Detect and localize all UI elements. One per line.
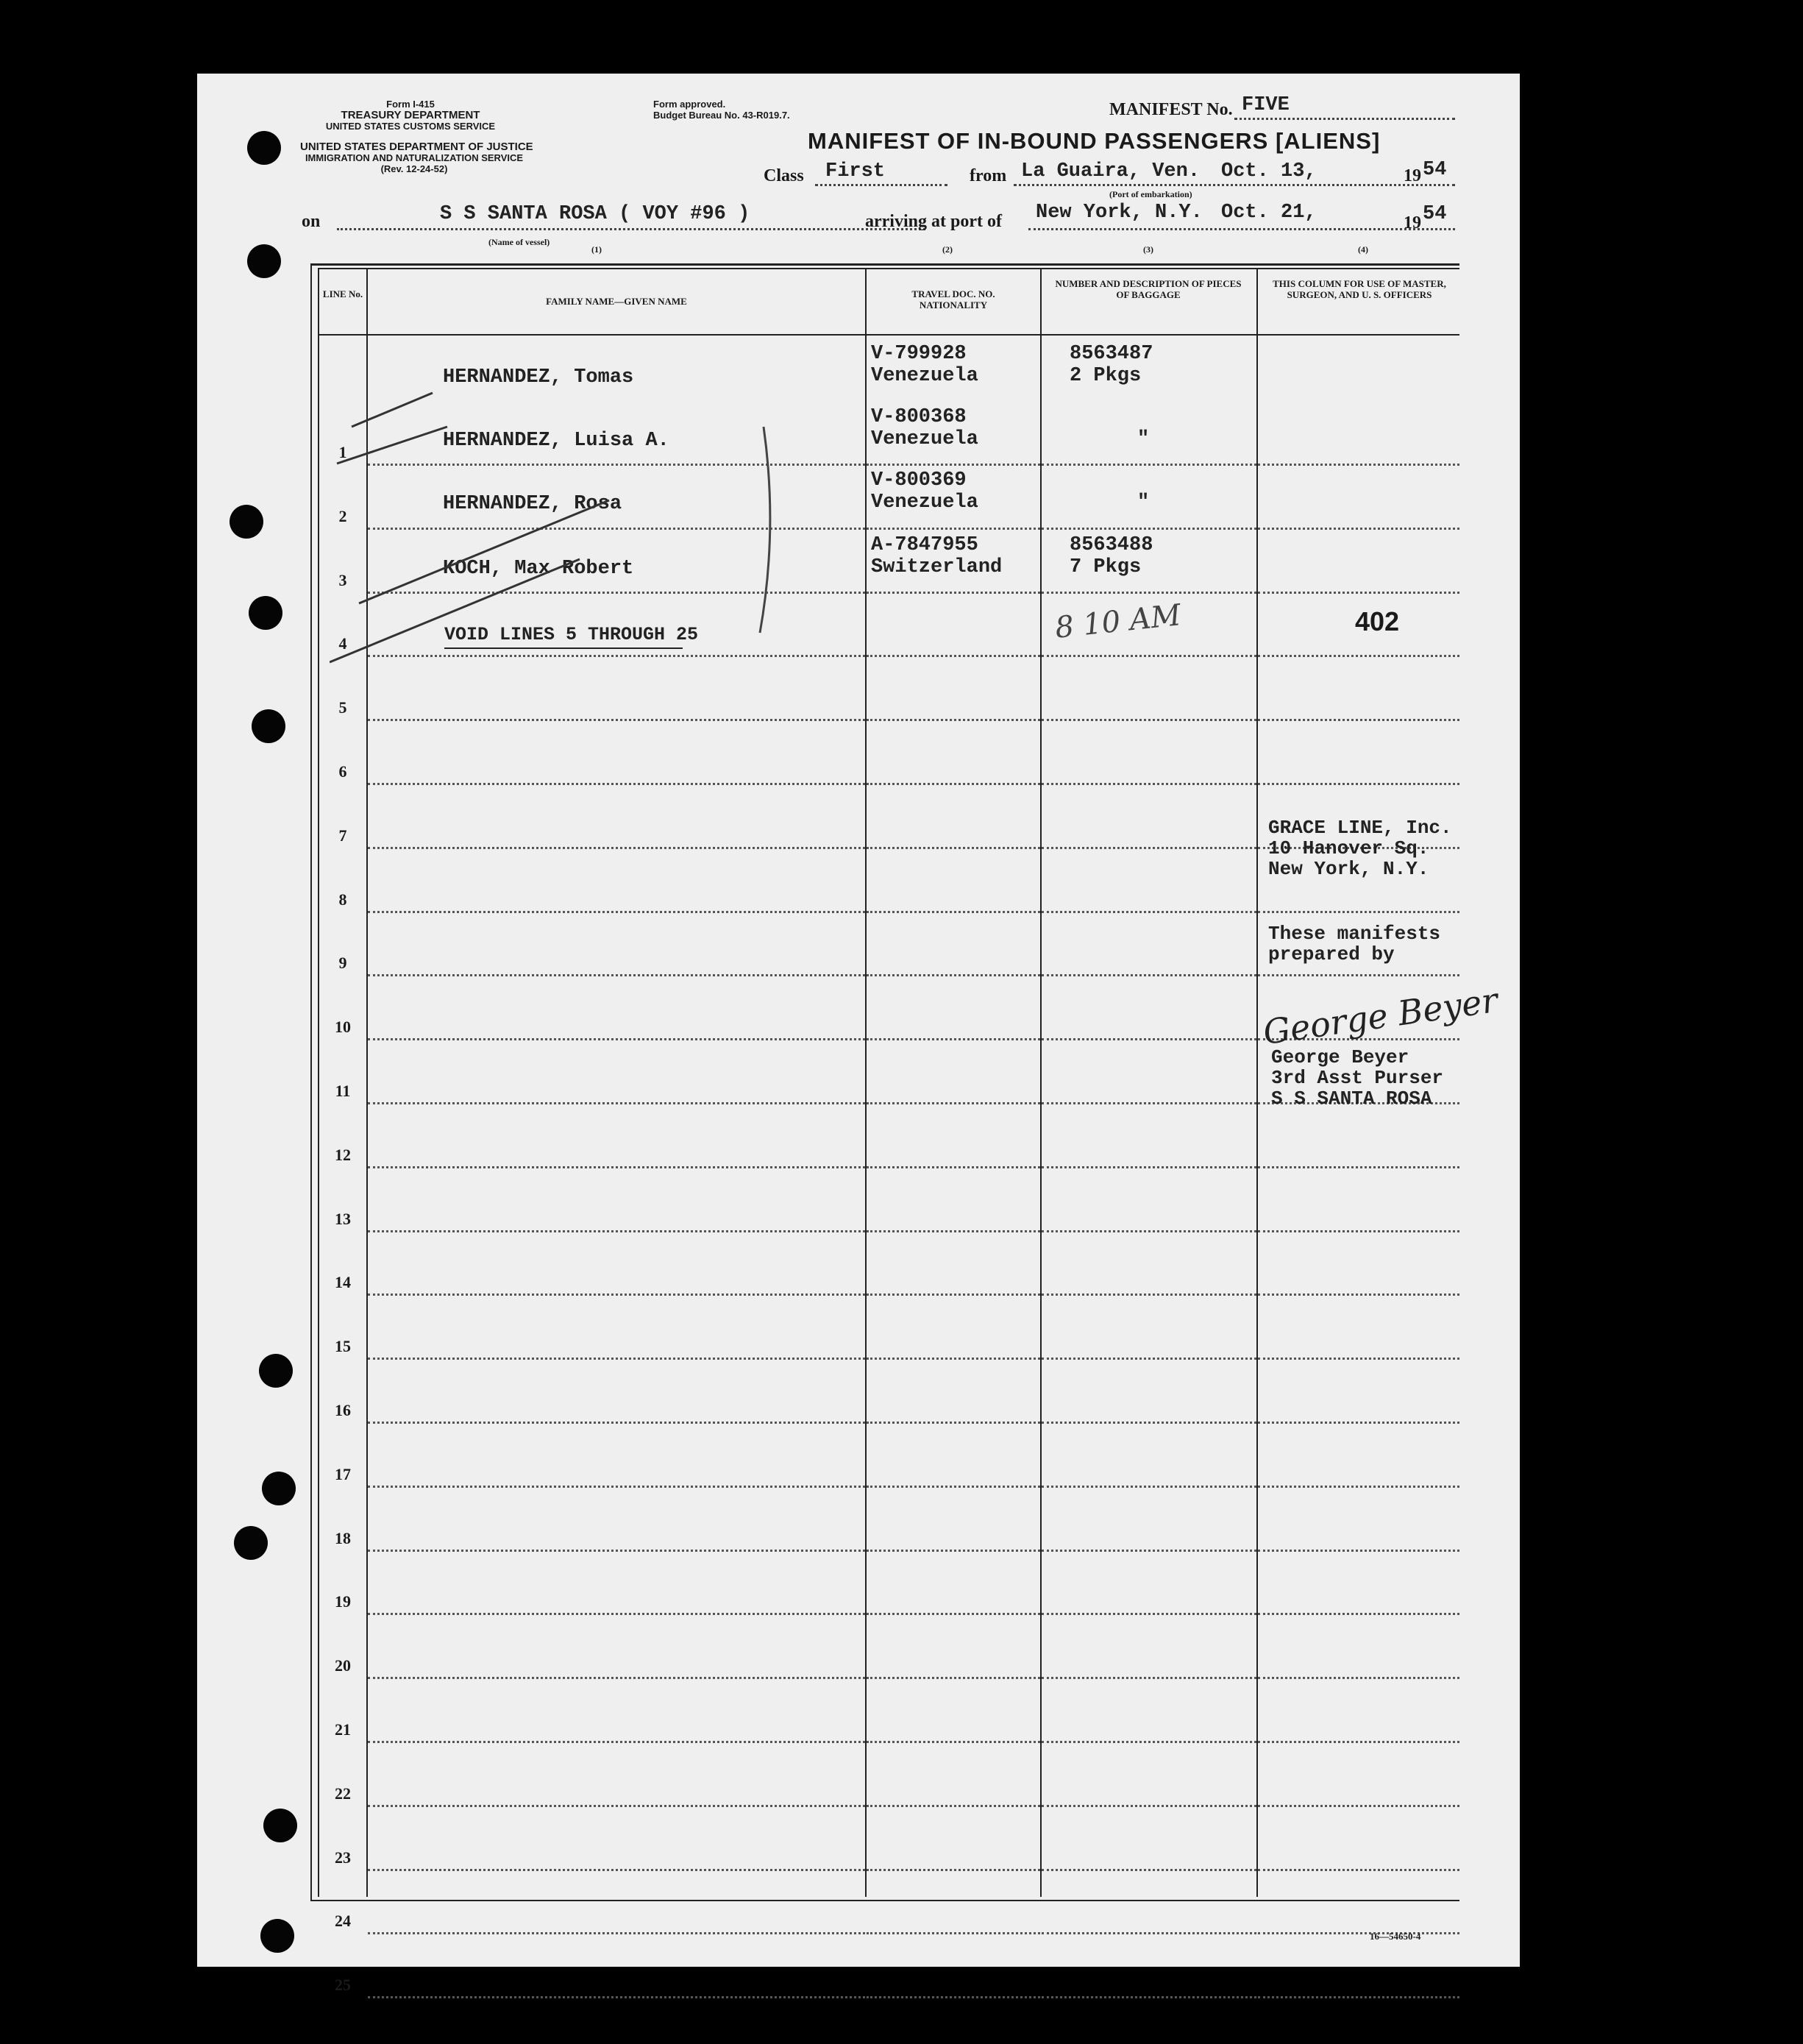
row-rule [368,911,865,913]
row-rule [867,1166,1040,1168]
row-rule [867,1932,1040,1934]
col-ref-4: (4) [1358,244,1368,255]
purser-title: 3rd Asst Purser [1271,1067,1444,1089]
row-rule [867,1358,1040,1360]
form-approval [653,99,790,121]
row-rule [1042,1166,1256,1168]
vessel-name: S S SANTA ROSA ( VOY #96 ) [440,203,750,225]
row-rule [1258,655,1459,657]
line-number: 13 [335,1209,351,1228]
row-rule [867,847,1040,849]
row-rule [1042,1102,1256,1104]
purser-signature: George Beyer [1260,979,1501,1053]
row-rule [368,1869,865,1871]
row-rule [368,1677,865,1679]
budget-bureau: Budget Bureau No. 43-R019.7. [653,110,790,121]
line-number: 18 [335,1528,351,1547]
row-rule [867,1486,1040,1488]
line-number: 17 [335,1464,351,1483]
line-number: 10 [335,1018,351,1037]
vessel-caption: (Name of vessel) [488,237,550,247]
row-rule [1258,1358,1459,1360]
class-label: Class [764,166,804,185]
arrival-port: New York, N.Y. [1036,202,1203,224]
row-rule [867,783,1040,785]
baggage-description: 2 Pkgs [1070,365,1142,387]
row-rule [368,1166,865,1168]
from-port: La Guaira, Ven. [1021,160,1201,182]
ins-service: IMMIGRATION AND NATURALIZATION SERVICE [305,152,524,163]
line-number: 21 [335,1720,351,1739]
row-rule [368,1550,865,1552]
row-rule [867,1422,1040,1424]
line-number: 25 [335,1976,351,1995]
baggage-number: 8563487 [1070,343,1153,365]
row-rule [1258,783,1459,785]
row-rule [368,1486,865,1488]
row-rule [1258,464,1459,466]
baggage-description: 7 Pkgs [1070,556,1142,578]
row-rule [1258,1166,1459,1168]
row-rule [1258,528,1459,530]
row-rule [368,783,865,785]
row-rule [867,1869,1040,1871]
justice-dept: UNITED STATES DEPARTMENT OF JUSTICE [300,141,533,153]
row-rule [1258,1996,1459,1998]
line-number: 12 [335,1145,351,1164]
row-rule [1258,1869,1459,1871]
pen-strike-marks [330,338,918,677]
row-rule [1042,1422,1256,1424]
passenger-name: KOCH, Max Robert [443,558,634,580]
row-rule [1042,1230,1256,1232]
binder-hole [260,1919,294,1953]
binder-hole [259,1354,293,1388]
revision: (Rev. 12-24-52) [380,163,448,174]
row-rule [1258,1422,1459,1424]
nationality: Switzerland [871,556,1003,578]
passenger-name: HERNANDEZ, Rosa [443,493,622,515]
footer-code: 16—54650-4 [1370,1931,1421,1942]
row-rule [368,1996,865,1998]
line-number: 14 [335,1273,351,1292]
col-header-baggage: NUMBER AND DESCRIPTION OF PIECES OF BAGGAGE [1055,278,1242,300]
vessel-line [337,228,925,230]
row-rule [1042,1805,1256,1807]
arrival-date: Oct. 21, [1221,202,1317,224]
row-rule [867,974,1040,976]
row-rule [867,911,1040,913]
row-rule [1258,911,1459,913]
row-rule [1042,911,1256,913]
nationality: Venezuela [871,365,978,387]
row-rule [1042,528,1256,530]
row-rule [1042,1486,1256,1488]
binder-hole [263,1809,297,1842]
row-rule [368,1805,865,1807]
row-rule [368,1294,865,1296]
line-number: 9 [338,954,347,973]
col-ref-1: (1) [591,244,602,255]
passenger-name: HERNANDEZ, Luisa A. [443,430,669,452]
row-rule [368,1741,865,1743]
binder-hole [230,505,263,539]
row-rule [368,1613,865,1615]
manifest-no-label: MANIFEST No. [1109,100,1233,119]
row-rule [1042,1677,1256,1679]
binder-hole [252,709,285,743]
row-rule [368,1102,865,1104]
from-year: 54 [1423,159,1447,181]
line-number: 11 [335,1082,351,1100]
row-rule [1258,1613,1459,1615]
row-rule [1042,592,1256,594]
line-number: 8 [338,890,347,909]
line-number: 19 [335,1592,351,1611]
manifest-no-value: FIVE [1242,94,1290,116]
port-embarkation-caption: (Port of embarkation) [1109,189,1192,199]
form-header-justice [300,141,533,174]
arriving-label: arriving at port of [865,212,1002,231]
travel-doc-no: V-799928 [871,343,967,365]
line-number: 16 [335,1401,351,1419]
col-header-officers: THIS COLUMN FOR USE OF MASTER, SURGEON, AND U. S. OFFICERS [1273,278,1446,300]
treasury-dept: TREASURY DEPARTMENT [341,109,480,121]
row-rule [867,1996,1040,1998]
form-header-left [300,99,521,132]
row-rule [368,719,865,721]
row-rule [1258,1294,1459,1296]
prepared-text-1: These manifests [1268,923,1441,945]
col-header-name: FAMILY NAME—GIVEN NAME [546,296,687,307]
row-rule [1042,1996,1256,1998]
row-rule [368,1230,865,1232]
line-number: 1 [338,443,347,461]
from-line [1014,184,1455,186]
row-rule [867,1741,1040,1743]
form-number: Form I-415 [386,99,435,110]
stamp-number: 402 [1355,606,1400,636]
binder-hole [247,131,281,165]
agent-company: GRACE LINE, Inc. [1268,817,1452,839]
line-number: 2 [338,506,347,525]
void-text: VOID LINES 5 THROUGH 25 [444,624,699,645]
agent-address-1: 10 Hanover Sq. [1268,837,1429,859]
row-rule [867,1550,1040,1552]
row-rule [1042,1869,1256,1871]
customs-service: UNITED STATES CUSTOMS SERVICE [325,121,496,132]
from-label: from [970,166,1007,185]
row-rule [1042,1038,1256,1040]
passenger-name: HERNANDEZ, Tomas [443,366,634,388]
travel-doc-no: A-7847955 [871,534,978,556]
row-rule [1042,1741,1256,1743]
col-header-line-no: LINE No. [322,288,363,299]
line-number: 24 [335,1912,351,1931]
line-number: 3 [338,570,347,589]
nationality: Venezuela [871,492,978,514]
purser-vessel: S S SANTA ROSA [1271,1087,1432,1110]
manifest-no-line [1234,118,1455,120]
line-number: 20 [335,1656,351,1675]
row-rule [1258,1550,1459,1552]
line-number: 22 [335,1784,351,1803]
arrival-line [1028,228,1455,230]
row-rule [1042,1613,1256,1615]
line-number: 4 [338,634,347,653]
binder-hole [247,244,281,278]
travel-doc-no: V-800369 [871,469,967,492]
line-number: 23 [335,1848,351,1867]
row-rule [1258,974,1459,976]
row-rule [1042,719,1256,721]
row-rule [1042,655,1256,657]
row-rule [368,1932,865,1934]
from-year-prefix: 19 [1404,166,1421,185]
row-rule [368,847,865,849]
row-rule [1258,1932,1459,1934]
prepared-text-2: prepared by [1268,943,1395,965]
purser-name: George Beyer [1271,1046,1409,1068]
baggage-description: " [1137,492,1150,514]
nationality: Venezuela [871,428,978,450]
handwritten-time: 8 10 AM [1053,598,1183,645]
row-rule [368,974,865,976]
form-approved: Form approved. [653,99,726,110]
row-rule [867,1102,1040,1104]
row-rule [368,1038,865,1040]
baggage-number: 8563488 [1070,534,1153,556]
row-rule [867,1230,1040,1232]
class-line [815,184,947,186]
row-rule [368,1358,865,1360]
row-rule [1042,1932,1256,1934]
binder-hole [262,1472,296,1505]
row-rule [1042,1358,1256,1360]
binder-hole [249,596,282,630]
agent-address-2: New York, N.Y. [1268,858,1429,880]
row-rule [1258,1805,1459,1807]
col-header-travel-doc: TRAVEL DOC. NO. NATIONALITY [911,288,995,310]
row-rule [1258,1486,1459,1488]
row-rule [1258,1677,1459,1679]
row-rule [867,1038,1040,1040]
travel-doc-no: V-800368 [871,406,967,428]
manifest-sheet [197,74,1520,1995]
row-rule [1042,783,1256,785]
line-number: 6 [338,762,347,781]
class-value: First [825,160,886,182]
baggage-description: " [1137,428,1150,450]
line-number: 5 [338,698,347,717]
col-ref-2: (2) [942,244,953,255]
on-label: on [302,212,321,231]
row-rule [1258,1741,1459,1743]
row-rule [1042,847,1256,849]
arrival-year: 54 [1423,203,1447,225]
row-rule [867,1805,1040,1807]
arrival-year-prefix: 19 [1404,213,1421,233]
row-rule [1042,974,1256,976]
col-ref-3: (3) [1143,244,1153,255]
row-rule [368,1422,865,1424]
row-rule [867,1613,1040,1615]
row-rule [1042,464,1256,466]
row-rule [1042,1294,1256,1296]
binder-hole [234,1526,268,1560]
row-rule [867,1294,1040,1296]
row-rule [1258,719,1459,721]
line-number: 7 [338,826,347,845]
row-rule [1258,592,1459,594]
from-date: Oct. 13, [1221,160,1317,182]
row-rule [1258,1230,1459,1232]
row-rule [867,719,1040,721]
line-number: 15 [335,1337,351,1356]
row-rule [867,1677,1040,1679]
manifest-title: MANIFEST OF IN-BOUND PASSENGERS [ALIENS] [808,128,1381,154]
row-rule [1042,1550,1256,1552]
